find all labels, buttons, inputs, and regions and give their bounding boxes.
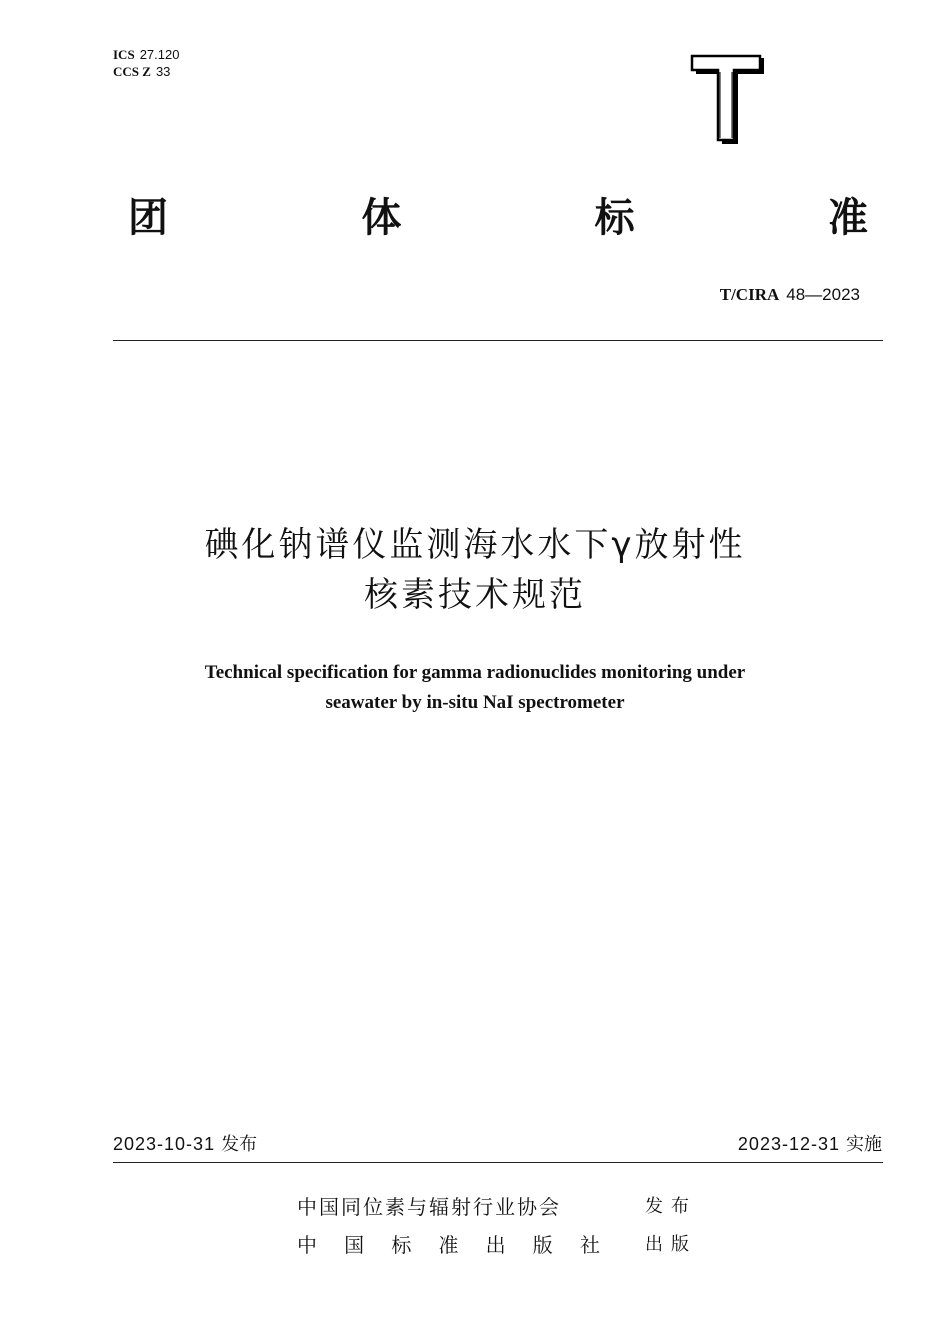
implementation-date bbox=[738, 1130, 882, 1156]
issue-date bbox=[113, 1130, 257, 1156]
press-role: 出版 bbox=[645, 1234, 697, 1255]
group-standard-t-logo-icon bbox=[690, 54, 766, 146]
top-divider bbox=[113, 340, 883, 341]
bottom-divider bbox=[113, 1162, 883, 1163]
press-char: 社 bbox=[579, 1232, 600, 1257]
standard-code: 48—2023 bbox=[786, 285, 860, 304]
ics-value: 27.120 bbox=[139, 47, 180, 62]
doc-type-char: 标 bbox=[594, 195, 635, 241]
doc-type-char: 团 bbox=[128, 195, 168, 241]
english-title-line-1: Technical specification for gamma radionuclides monitoring under bbox=[204, 662, 746, 683]
ccs-value: 33 bbox=[155, 64, 171, 79]
chinese-title-line-1: 碘化钠谱仪监测海水水下γ放射性 bbox=[204, 525, 746, 565]
issuer-line bbox=[297, 1190, 707, 1220]
press-char: 出 bbox=[485, 1232, 506, 1257]
standard-prefix: T/CIRA bbox=[719, 285, 780, 304]
press-char: 版 bbox=[532, 1232, 553, 1257]
implementation-date-value: 2023-12-31 bbox=[737, 1134, 840, 1154]
chinese-title bbox=[0, 520, 950, 620]
english-title bbox=[0, 658, 950, 718]
press-char: 准 bbox=[438, 1232, 459, 1257]
press-char: 国 bbox=[344, 1232, 365, 1257]
implementation-date-label: 实施 bbox=[846, 1134, 882, 1155]
issue-date-value: 2023-10-31 bbox=[113, 1134, 216, 1154]
chinese-title-line-2: 核素技术规范 bbox=[364, 575, 586, 615]
document-type-heading bbox=[128, 192, 868, 244]
ics-label: ICS bbox=[113, 47, 135, 62]
press-char: 中 bbox=[297, 1232, 317, 1257]
issue-date-label: 发布 bbox=[221, 1134, 258, 1155]
doc-type-char: 体 bbox=[361, 195, 402, 241]
doc-type-char: 准 bbox=[827, 195, 868, 241]
english-title-line-2: seawater by in-situ NaI spectrometer bbox=[325, 692, 625, 713]
ccs-label: CCS Z bbox=[113, 64, 151, 79]
issuer-role: 发布 bbox=[645, 1196, 697, 1217]
issuer-name: 中国同位素与辐射行业协会 bbox=[297, 1194, 561, 1219]
press-line bbox=[297, 1228, 707, 1258]
press-name bbox=[297, 1229, 600, 1258]
press-char: 标 bbox=[391, 1232, 412, 1257]
classification-codes bbox=[113, 46, 179, 80]
standard-number bbox=[720, 285, 860, 305]
